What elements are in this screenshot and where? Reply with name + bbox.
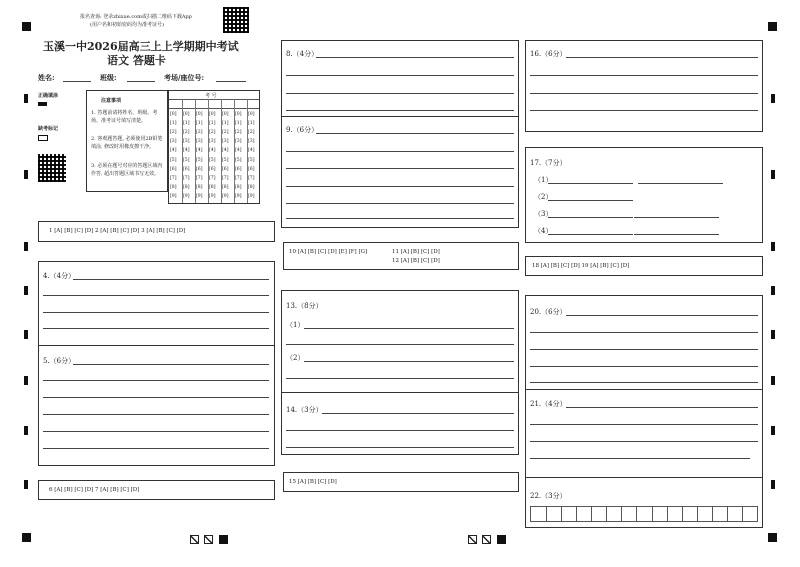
answer-line[interactable] xyxy=(286,186,514,187)
grid-cell-divider xyxy=(667,507,668,521)
grid-cell-divider xyxy=(697,507,698,521)
grid-cell-divider xyxy=(742,507,743,521)
page-title: 玉溪一中2026届高三上上学期期中考试 xyxy=(43,40,239,53)
digit-bubble[interactable]: [1] xyxy=(222,121,229,127)
mc-options-10[interactable]: 10 [A] [B] [C] [D] [E] [F] [G] xyxy=(289,249,368,255)
grid-cell-divider xyxy=(682,507,683,521)
digit-bubble[interactable]: [3] xyxy=(183,139,190,145)
answer-line[interactable] xyxy=(286,75,514,76)
instruction-1: 1. 答题前请将姓名、班级、考场、准考证号填写清楚。 xyxy=(91,110,158,124)
divider xyxy=(282,116,518,117)
answer-line[interactable] xyxy=(304,361,514,362)
answer-line[interactable] xyxy=(43,397,269,398)
answer-line[interactable] xyxy=(322,413,514,414)
q17-part4-label: （4） xyxy=(534,227,553,235)
grid-cell-divider xyxy=(576,507,577,521)
digit-bubble[interactable]: [5] xyxy=(235,157,242,163)
digit-bubble[interactable]: [9] xyxy=(183,193,190,199)
answer-line[interactable] xyxy=(286,218,514,219)
side-mark xyxy=(771,376,775,385)
divider xyxy=(526,389,762,390)
side-mark xyxy=(24,426,28,435)
bottom-mark xyxy=(497,535,506,544)
digit-bubble[interactable]: [2] xyxy=(248,130,255,136)
divider xyxy=(282,392,518,393)
digit-bubble[interactable]: [1] xyxy=(170,121,177,127)
digit-bubble[interactable]: [3] xyxy=(196,139,203,145)
digit-bubble[interactable]: [9] xyxy=(248,193,255,199)
digit-bubble[interactable]: [7] xyxy=(222,175,229,181)
correct-fill-label: 正确填涂 xyxy=(38,93,59,99)
answer-line[interactable] xyxy=(634,217,719,218)
side-mark xyxy=(24,480,28,489)
exam-number-grid xyxy=(168,90,260,204)
digit-bubble[interactable]: [9] xyxy=(209,193,216,199)
answer-line[interactable] xyxy=(530,75,758,76)
digit-bubble[interactable]: [9] xyxy=(222,193,229,199)
q4-q5-box xyxy=(38,261,275,466)
digit-bubble[interactable]: [0] xyxy=(183,112,190,117)
name-field[interactable] xyxy=(63,81,91,82)
digit-bubble[interactable]: [8] xyxy=(222,184,229,190)
corner-mark-tl xyxy=(22,22,31,31)
answer-line[interactable] xyxy=(286,93,514,94)
answer-line[interactable] xyxy=(286,447,514,448)
digit-bubble[interactable]: [3] xyxy=(248,139,255,145)
digit-bubble[interactable]: [4] xyxy=(183,148,190,154)
digit-bubble[interactable]: [6] xyxy=(222,166,229,172)
q8-label: 8.（4分） xyxy=(286,50,319,58)
answer-line[interactable] xyxy=(43,380,269,381)
digit-bubble[interactable]: [4] xyxy=(196,148,203,154)
grid-cell-divider xyxy=(712,507,713,521)
answer-line[interactable] xyxy=(73,364,269,365)
instruction-3: 3. 必须在题号对应的答题区域内作答, 超出答题区域书写无效。 xyxy=(91,163,163,177)
side-mark xyxy=(24,94,28,103)
missing-mark-box[interactable] xyxy=(38,135,48,141)
side-mark xyxy=(24,286,28,295)
q22-writing-grid[interactable] xyxy=(530,506,758,522)
digit-bubble[interactable]: [5] xyxy=(183,157,190,163)
digit-bubble[interactable]: [6] xyxy=(196,166,203,172)
mc-row-3 xyxy=(283,242,519,270)
q16-label: 16.（6分） xyxy=(530,50,567,58)
grid-cell-divider xyxy=(727,507,728,521)
q13-part2-label: （2） xyxy=(286,354,305,362)
exam-number-label: 考 号 xyxy=(205,93,217,99)
corner-mark-br xyxy=(768,533,777,542)
digit-bubble[interactable]: [0] xyxy=(222,112,229,117)
answer-line[interactable] xyxy=(548,217,633,218)
answer-line[interactable] xyxy=(43,448,269,449)
hatch-mark xyxy=(204,535,213,544)
hatch-mark xyxy=(190,535,199,544)
q21-label: 21.（4分） xyxy=(530,400,567,408)
mc-options[interactable]: 6 [A] [B] [C] [D] 7 [A] [B] [C] [D] xyxy=(49,487,140,493)
digit-bubble[interactable]: [1] xyxy=(248,121,255,127)
notice-line2: (用户名和初始密码均为准考证号) xyxy=(90,22,164,28)
digit-bubble[interactable]: [5] xyxy=(170,157,177,163)
answer-line[interactable] xyxy=(530,424,758,425)
digit-bubble[interactable]: [7] xyxy=(209,175,216,181)
q17-part3-label: （3） xyxy=(534,210,553,218)
q17-part2-label: （2） xyxy=(534,193,553,201)
answer-line[interactable] xyxy=(286,203,514,204)
missing-mark-label: 缺考标记 xyxy=(38,126,59,132)
class-field[interactable] xyxy=(127,81,155,82)
side-mark xyxy=(24,376,28,385)
digit-bubble[interactable]: [0] xyxy=(196,112,203,117)
q20-q22-box xyxy=(525,295,763,528)
answer-line[interactable] xyxy=(286,430,514,431)
digit-bubble[interactable]: [2] xyxy=(235,130,242,136)
digit-bubble[interactable]: [1] xyxy=(235,121,242,127)
digit-bubble[interactable]: [4] xyxy=(170,148,177,154)
corner-mark-bl xyxy=(22,533,31,542)
digit-bubble[interactable]: [7] xyxy=(183,175,190,181)
q9-label: 9.（6分） xyxy=(286,126,319,134)
page-subtitle: 语文 答题卡 xyxy=(107,54,166,67)
answer-line[interactable] xyxy=(530,366,758,367)
digit-bubble[interactable]: [9] xyxy=(235,193,242,199)
digit-bubble[interactable]: [6] xyxy=(170,166,177,172)
answer-line[interactable] xyxy=(548,200,633,201)
digit-bubble[interactable]: [5] xyxy=(209,157,216,163)
grid-cell-divider xyxy=(591,507,592,521)
answer-line[interactable] xyxy=(530,110,758,111)
digit-bubble[interactable]: [8] xyxy=(183,184,190,190)
digit-bubble[interactable]: [7] xyxy=(196,175,203,181)
q13-part1-label: （1） xyxy=(286,321,305,329)
digit-bubble[interactable]: [7] xyxy=(170,175,177,181)
class-label: 班级: xyxy=(100,73,117,82)
digit-bubble[interactable]: [2] xyxy=(209,130,216,136)
digit-bubble[interactable]: [4] xyxy=(248,148,255,154)
q17-label: 17.（7分） xyxy=(530,159,567,167)
digit-bubble[interactable]: [6] xyxy=(235,166,242,172)
digit-bubble[interactable]: [4] xyxy=(235,148,242,154)
answer-line[interactable] xyxy=(43,312,269,313)
side-mark xyxy=(771,94,775,103)
digit-bubble[interactable]: [6] xyxy=(209,166,216,172)
answer-line[interactable] xyxy=(286,168,514,169)
side-mark xyxy=(771,330,775,339)
side-mark xyxy=(771,170,775,179)
answer-line[interactable] xyxy=(530,458,750,459)
answer-line[interactable] xyxy=(43,431,269,432)
q22-label: 22.（3分） xyxy=(530,492,567,500)
answer-line[interactable] xyxy=(634,234,719,235)
q5-label: 5.（6分） xyxy=(43,357,76,365)
q20-label: 20.（6分） xyxy=(530,308,567,316)
digit-bubble[interactable]: [2] xyxy=(222,130,229,136)
mc-row-5 xyxy=(525,256,763,276)
digit-bubble[interactable]: [2] xyxy=(183,130,190,136)
hatch-mark xyxy=(468,535,477,544)
answer-line[interactable] xyxy=(530,382,758,383)
grid-cell-divider xyxy=(621,507,622,521)
qr-code xyxy=(223,7,249,33)
side-mark xyxy=(24,170,28,179)
answer-line[interactable] xyxy=(566,57,758,58)
answer-line[interactable] xyxy=(286,110,514,111)
side-mark xyxy=(771,426,775,435)
digit-bubble[interactable]: [6] xyxy=(248,166,255,172)
name-label: 姓名: xyxy=(38,73,55,82)
corner-mark-tr xyxy=(768,22,777,31)
answer-line[interactable] xyxy=(530,332,758,333)
answer-line[interactable] xyxy=(548,183,633,184)
digit-bubble[interactable]: [1] xyxy=(183,121,190,127)
answer-line[interactable] xyxy=(304,328,514,329)
digit-bubble[interactable]: [4] xyxy=(209,148,216,154)
notice-line1: 报名查询: 登录zhixue.com或扫描二维码下载App xyxy=(80,14,192,20)
digit-bubble[interactable]: [0] xyxy=(235,112,242,117)
answer-line[interactable] xyxy=(566,407,758,408)
mc-row-1 xyxy=(38,221,275,242)
mc-row-2 xyxy=(38,480,275,500)
digit-bubble[interactable]: [8] xyxy=(235,184,242,190)
answer-line[interactable] xyxy=(43,328,269,329)
correct-fill-sample xyxy=(38,102,47,106)
digit-bubble[interactable]: [9] xyxy=(196,193,203,199)
answer-line[interactable] xyxy=(43,295,269,296)
side-mark xyxy=(771,242,775,251)
digit-bubble[interactable]: [8] xyxy=(209,184,216,190)
side-mark xyxy=(771,480,775,489)
q13-label: 13.（8分） xyxy=(286,302,323,310)
grid-cell-divider xyxy=(546,507,547,521)
digit-bubble[interactable]: [3] xyxy=(170,139,177,145)
digit-bubble[interactable]: [6] xyxy=(183,166,190,172)
digit-bubble[interactable]: [7] xyxy=(235,175,242,181)
answer-line[interactable] xyxy=(548,234,633,235)
digit-bubble[interactable]: [0] xyxy=(248,112,255,117)
q16-box xyxy=(525,40,763,132)
grid-cell-divider xyxy=(652,507,653,521)
answer-line[interactable] xyxy=(286,151,514,152)
instructions-box xyxy=(86,90,168,192)
digit-bubble[interactable]: [2] xyxy=(196,130,203,136)
mc-options-11[interactable]: 11 [A] [B] [C] [D] xyxy=(392,249,440,255)
digit-bubble[interactable]: [5] xyxy=(196,157,203,163)
side-mark xyxy=(24,242,28,251)
mc-row-4 xyxy=(283,472,519,492)
digit-bubble[interactable]: [1] xyxy=(196,121,203,127)
digit-bubble[interactable]: [4] xyxy=(222,148,229,154)
q8-q9-box xyxy=(281,40,519,228)
answer-line[interactable] xyxy=(638,183,723,184)
digit-bubble[interactable]: [8] xyxy=(196,184,203,190)
answer-line[interactable] xyxy=(566,315,758,316)
bottom-mark xyxy=(219,535,228,544)
answer-line[interactable] xyxy=(530,441,758,442)
digit-bubble[interactable]: [3] xyxy=(209,139,216,145)
digit-bubble[interactable]: [8] xyxy=(170,184,177,190)
answer-line[interactable] xyxy=(43,414,269,415)
digit-bubble[interactable]: [8] xyxy=(248,184,255,190)
answer-line[interactable] xyxy=(73,279,269,280)
grid-cell-divider xyxy=(606,507,607,521)
q14-label: 14.（3分） xyxy=(286,406,323,414)
digit-bubble[interactable]: [0] xyxy=(170,112,177,117)
digit-bubble[interactable]: [5] xyxy=(222,157,229,163)
answer-line[interactable] xyxy=(316,133,514,134)
divider xyxy=(526,477,762,478)
answer-line[interactable] xyxy=(286,378,514,379)
grid-cell-divider xyxy=(636,507,637,521)
hatch-mark xyxy=(482,535,491,544)
digit-bubble[interactable]: [5] xyxy=(248,157,255,163)
seat-field[interactable] xyxy=(216,81,246,82)
answer-line[interactable] xyxy=(530,93,758,94)
digit-bubble[interactable]: [0] xyxy=(209,112,216,117)
q13-q14-box xyxy=(281,290,519,455)
q17-box xyxy=(525,147,763,243)
instructions-title: 注意事项 xyxy=(101,98,122,104)
answer-line[interactable] xyxy=(316,57,514,58)
grid-cell-divider xyxy=(561,507,562,521)
q4-label: 4.（4分） xyxy=(43,272,76,280)
side-mark xyxy=(24,330,28,339)
digit-bubble[interactable]: [9] xyxy=(170,193,177,199)
mc-options[interactable]: 1 [A] [B] [C] [D] 2 [A] [B] [C] [D] 3 [A] [B] [C] [D] xyxy=(49,228,186,234)
instruction-2: 2. 客观题答题, 必须使用2B铅笔填涂, 修改时用橡皮擦干净。 xyxy=(91,136,163,150)
digit-bubble[interactable]: [3] xyxy=(222,139,229,145)
digit-bubble[interactable]: [7] xyxy=(248,175,255,181)
answer-line[interactable] xyxy=(530,349,758,350)
q17-part1-label: （1） xyxy=(534,176,553,184)
qr-code-small xyxy=(38,154,66,182)
mc-options[interactable]: 18 [A] [B] [C] [D] 19 [A] [B] [C] [D] xyxy=(532,263,630,269)
seat-label: 考场/座位号: xyxy=(164,73,205,82)
digit-bubble[interactable]: [1] xyxy=(209,121,216,127)
digit-bubble[interactable]: [2] xyxy=(170,130,177,136)
mc-options[interactable]: 15 [A] [B] [C] [D] xyxy=(289,479,337,485)
digit-bubble[interactable]: [3] xyxy=(235,139,242,145)
divider xyxy=(39,345,274,346)
side-mark xyxy=(771,286,775,295)
mc-options-12[interactable]: 12 [A] [B] [C] [D] xyxy=(392,258,440,264)
answer-line[interactable] xyxy=(286,344,514,345)
